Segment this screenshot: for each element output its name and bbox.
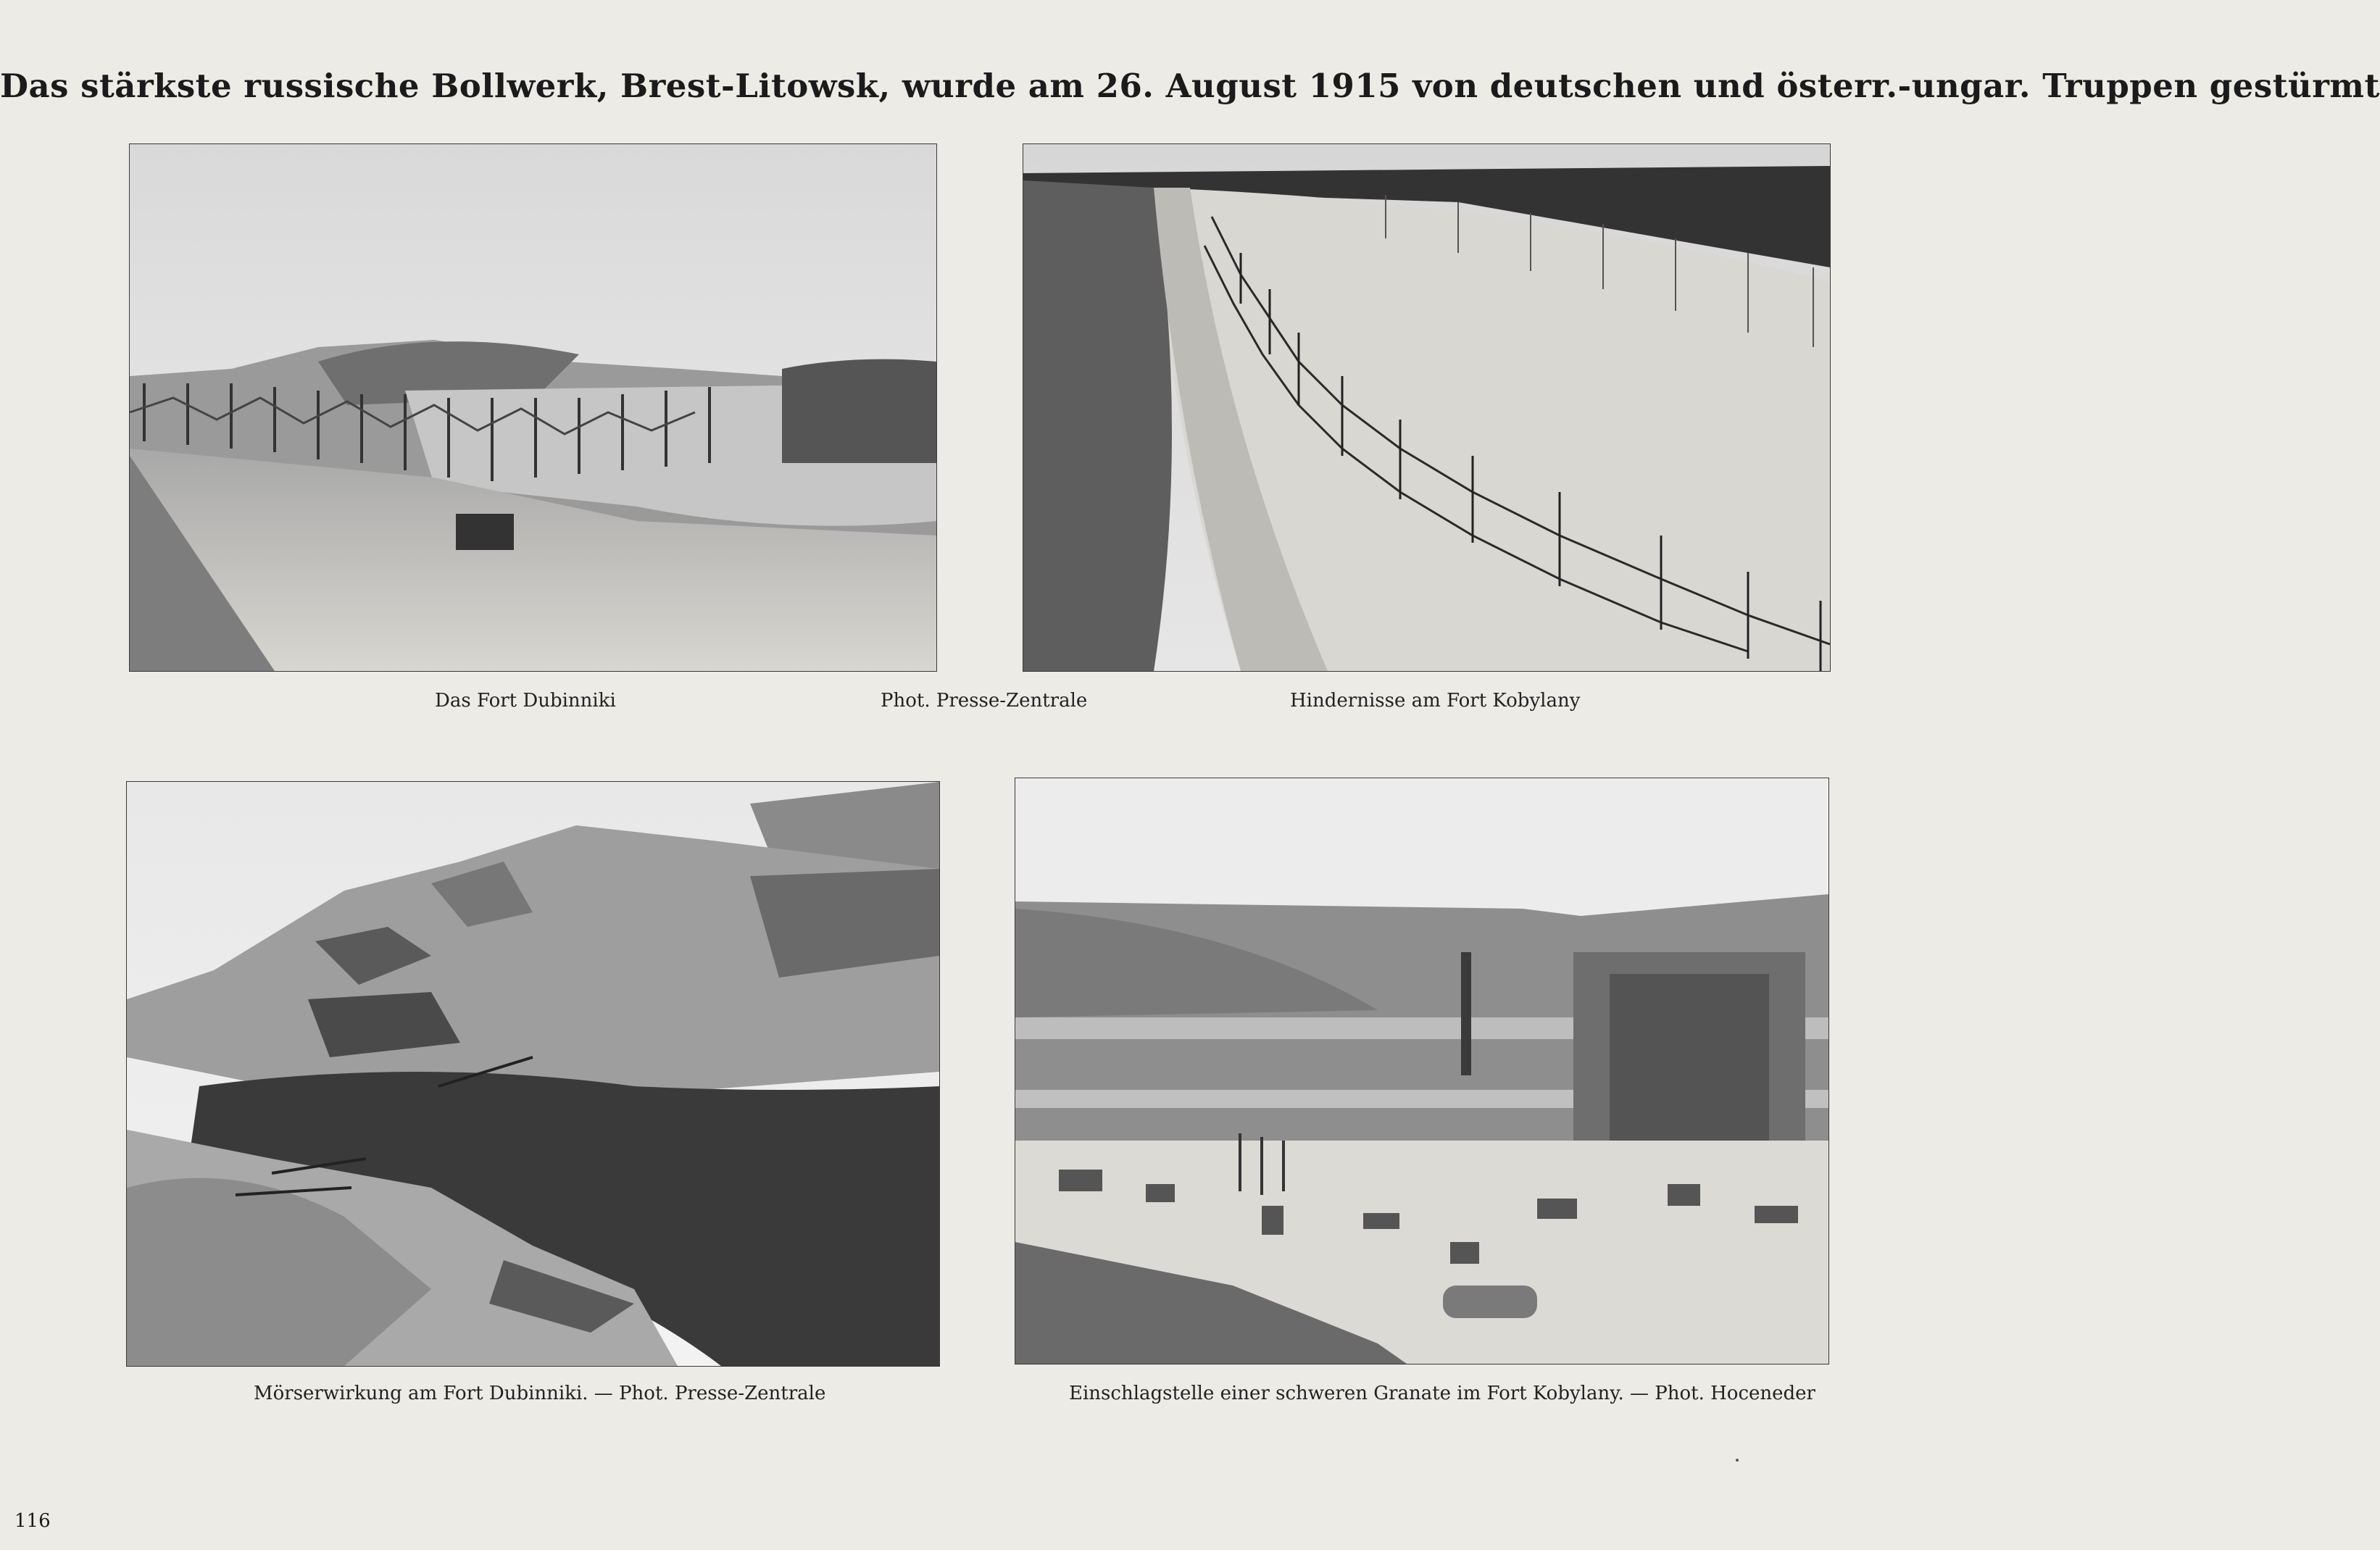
photo-einschlagstelle-kobylany [1015, 778, 1829, 1364]
caption-fort-dubinniki: Das Fort Dubinniki [435, 690, 616, 712]
credit-presse-zentrale: Phot. Presse-Zentrale [881, 690, 1088, 712]
caption-moerserwirkung-dubinniki: Mörserwirkung am Fort Dubinniki. — Phot. Presse-Zentrale [254, 1383, 826, 1404]
photo-hindernisse-kobylany [1023, 143, 1831, 672]
caption-einschlagstelle-kobylany: Einschlagstelle einer schweren Granate im Fort Kobylany. — Phot. Hoceneder [1069, 1383, 1815, 1404]
page-number: 116 [14, 1510, 51, 1532]
caption-hindernisse-kobylany: Hindernisse am Fort Kobylany [1290, 690, 1581, 712]
speck [1736, 1459, 1739, 1462]
photo-fort-dubinniki [129, 143, 937, 672]
page-title: Das stärkste russische Bollwerk, Brest-Litowsk, wurde am 26. August 1915 von deutschen und österr.-ungar. Truppen gestürmt [0, 67, 2380, 105]
photo-moerserwirkung-dubinniki [126, 781, 940, 1367]
